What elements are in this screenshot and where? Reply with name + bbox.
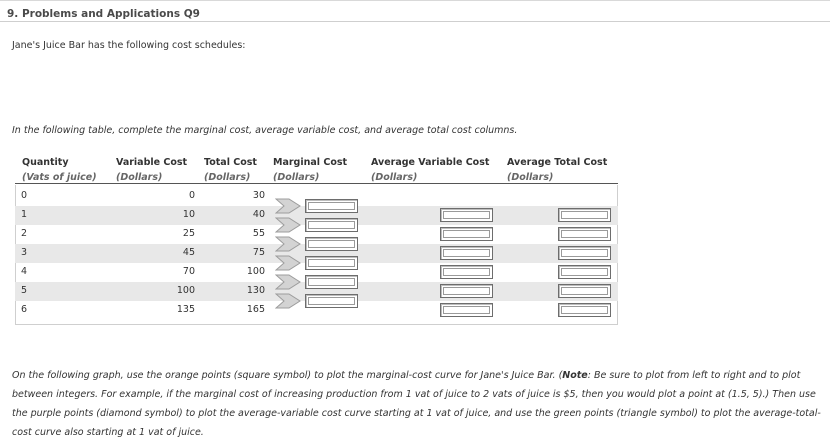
header-avc — [371, 155, 489, 185]
header-variable-cost-label: Variable Cost — [116, 157, 188, 168]
total-cost-cell: 55 — [252, 228, 265, 239]
marginal-cost-input[interactable] — [305, 294, 358, 308]
header-total-cost-label: Total Cost — [204, 157, 257, 168]
header-avc-label: Average Variable Cost — [371, 157, 490, 168]
variable-cost-cell: 45 — [182, 247, 195, 258]
header-variable-cost — [116, 155, 187, 185]
total-cost-cell: 30 — [252, 190, 265, 201]
avc-input-value — [443, 230, 490, 238]
total-cost-cell: 40 — [252, 209, 265, 220]
quantity-cell: 4 — [21, 266, 28, 277]
table-header — [15, 153, 618, 184]
marginal-cost-input[interactable] — [305, 256, 358, 270]
title-bar — [0, 4, 830, 22]
atc-input-value — [561, 268, 608, 276]
atc-input-value — [561, 287, 608, 295]
marginal-cost-input[interactable] — [305, 275, 358, 289]
atc-input[interactable] — [558, 303, 611, 317]
quantity-cell: 1 — [21, 209, 28, 220]
variable-cost-cell: 100 — [176, 285, 195, 296]
cost-table — [15, 153, 618, 325]
avc-input[interactable] — [440, 246, 493, 260]
variable-cost-cell: 0 — [188, 190, 195, 201]
avc-input[interactable] — [440, 227, 493, 241]
header-variable-cost-unit: (Dollars) — [116, 172, 163, 183]
header-atc-label: Average Total Cost — [507, 157, 608, 168]
marginal-cost-input-value — [308, 221, 355, 229]
marginal-cost-input[interactable] — [305, 218, 358, 232]
avc-input-value — [443, 211, 490, 219]
graph-instructions — [12, 366, 824, 442]
chevron-arrow-icon — [275, 293, 301, 309]
marginal-cost-input-value — [308, 278, 355, 286]
chevron-arrow-icon — [275, 198, 301, 214]
marginal-cost-input-value — [308, 297, 355, 305]
chevron-arrow-icon — [275, 255, 301, 271]
header-quantity-unit: (Vats of juice) — [22, 172, 97, 183]
atc-input-value — [561, 249, 608, 257]
atc-input-value — [561, 211, 608, 219]
avc-input-value — [443, 249, 490, 257]
header-quantity — [22, 155, 97, 185]
avc-input[interactable] — [440, 303, 493, 317]
atc-input[interactable] — [558, 265, 611, 279]
variable-cost-cell: 135 — [176, 304, 195, 315]
marginal-cost-input-value — [308, 202, 355, 210]
avc-input[interactable] — [440, 208, 493, 222]
graph-note-text: On the following graph, use the orange points (square symbol) to plot the marginal-cost curve for Jane's Juice Bar. ( — [12, 370, 563, 381]
header-marginal-cost — [273, 155, 347, 185]
chevron-arrow-icon — [275, 217, 301, 233]
atc-input[interactable] — [558, 208, 611, 222]
header-total-cost-unit: (Dollars) — [204, 172, 251, 183]
header-atc — [507, 155, 607, 185]
quantity-cell: 0 — [21, 190, 28, 201]
header-quantity-label: Quantity — [22, 157, 69, 168]
header-atc-unit: (Dollars) — [507, 172, 554, 183]
header-marginal-cost-label: Marginal Cost — [273, 157, 348, 168]
atc-input-value — [561, 230, 608, 238]
top-divider — [0, 0, 830, 1]
quantity-cell: 3 — [21, 247, 28, 258]
marginal-cost-input[interactable] — [305, 237, 358, 251]
intro-text: Jane's Juice Bar has the following cost schedules: — [12, 40, 246, 51]
quantity-cell: 2 — [21, 228, 28, 239]
marginal-cost-input-value — [308, 259, 355, 267]
quantity-cell: 6 — [21, 304, 28, 315]
header-total-cost — [204, 155, 257, 185]
chevron-arrow-icon — [275, 236, 301, 252]
variable-cost-cell: 70 — [182, 266, 195, 277]
page-title: 9. Problems and Applications Q9 — [7, 8, 200, 20]
marginal-cost-input-value — [308, 240, 355, 248]
variable-cost-cell: 10 — [182, 209, 195, 220]
atc-input-value — [561, 306, 608, 314]
marginal-cost-input[interactable] — [305, 199, 358, 213]
chevron-arrow-icon — [275, 274, 301, 290]
table-instruction: In the following table, complete the marginal cost, average variable cost, and average total cost columns. — [12, 125, 518, 136]
atc-input[interactable] — [558, 227, 611, 241]
quantity-cell: 5 — [21, 285, 28, 296]
total-cost-cell: 165 — [246, 304, 265, 315]
avc-input[interactable] — [440, 284, 493, 298]
avc-input-value — [443, 268, 490, 276]
total-cost-cell: 75 — [252, 247, 265, 258]
atc-input[interactable] — [558, 284, 611, 298]
variable-cost-cell: 25 — [182, 228, 195, 239]
graph-note-label: Note — [562, 370, 588, 381]
header-avc-unit: (Dollars) — [371, 172, 418, 183]
header-marginal-cost-unit: (Dollars) — [273, 172, 320, 183]
atc-input[interactable] — [558, 246, 611, 260]
avc-input-value — [443, 306, 490, 314]
avc-input[interactable] — [440, 265, 493, 279]
avc-input-value — [443, 287, 490, 295]
total-cost-cell: 100 — [246, 266, 265, 277]
graph-note-text: : Be sure to plot from left to right and to plot between integers. For example, if the marginal cost of increasing production from 1 vat of juice to 2 vats of juice is $5, then you would plot a point at (1.5, 5).) Then use the purple points (diamond symbol) to plot the average-variable cost curve starting at 1 vat of juice, and use the green points (triangle symbol) to plot the average-total-cost curve also starting at 1 vat of juice. — [12, 370, 821, 438]
total-cost-cell: 130 — [246, 285, 265, 296]
